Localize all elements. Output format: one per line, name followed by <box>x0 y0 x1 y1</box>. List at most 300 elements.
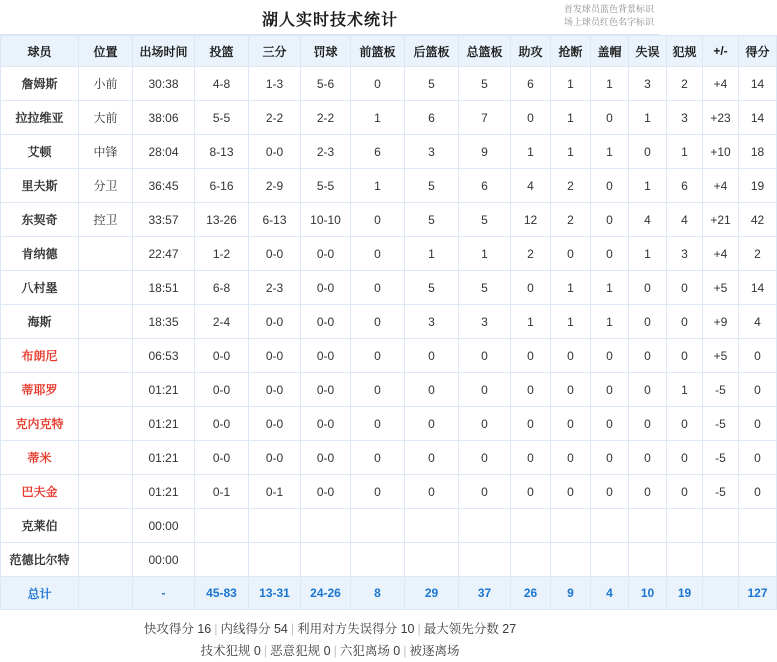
cell-fouls: 2 <box>667 67 703 101</box>
cell-fouls: 0 <box>667 271 703 305</box>
cell-fouls: 6 <box>667 169 703 203</box>
cell-turnovers: 3 <box>629 67 667 101</box>
footer-separator: | <box>403 644 407 658</box>
cell-treb: 5 <box>459 203 511 237</box>
cell-fg: 0-1 <box>195 475 249 509</box>
cell-points: 2 <box>739 237 777 271</box>
cell-points: 0 <box>739 407 777 441</box>
cell-steals: 1 <box>551 271 591 305</box>
player-position <box>79 373 133 407</box>
cell-fg: 0-0 <box>195 407 249 441</box>
cell-minutes: 38:06 <box>133 101 195 135</box>
total-blocks: 4 <box>591 577 629 610</box>
cell-points <box>739 509 777 543</box>
player-name[interactable]: 八村塁 <box>1 271 79 305</box>
cell-fg: 0-0 <box>195 373 249 407</box>
cell-blocks: 0 <box>591 441 629 475</box>
cell-three-point: 0-0 <box>249 237 301 271</box>
cell-three-point: 0-0 <box>249 305 301 339</box>
table-row[interactable] <box>1 543 777 577</box>
cell-assists <box>511 509 551 543</box>
column-header-plusminus: +/- <box>703 36 739 67</box>
cell-dreb: 6 <box>405 101 459 135</box>
cell-treb: 5 <box>459 67 511 101</box>
cell-treb: 0 <box>459 407 511 441</box>
cell-plus-minus: +9 <box>703 305 739 339</box>
total-assists: 26 <box>511 577 551 610</box>
column-header-steals: 抢断 <box>551 36 591 67</box>
cell-plus-minus <box>703 543 739 577</box>
footer-stat-item: 快攻得分 16 <box>143 622 212 636</box>
footer-line-1 <box>0 618 660 640</box>
cell-turnovers: 0 <box>629 373 667 407</box>
player-name[interactable]: 克莱伯 <box>1 509 79 543</box>
footer-stat-item: 恶意犯规 0 <box>270 644 331 658</box>
cell-oreb: 1 <box>351 169 405 203</box>
cell-fouls: 0 <box>667 339 703 373</box>
total-label: 总计 <box>1 577 79 610</box>
total-oreb: 8 <box>351 577 405 610</box>
cell-steals: 0 <box>551 475 591 509</box>
cell-blocks: 1 <box>591 135 629 169</box>
box-score-table <box>0 35 777 610</box>
cell-plus-minus: -5 <box>703 441 739 475</box>
table-total-row <box>1 577 777 610</box>
cell-turnovers: 4 <box>629 203 667 237</box>
cell-points: 14 <box>739 271 777 305</box>
table-row[interactable] <box>1 237 777 271</box>
cell-treb: 1 <box>459 237 511 271</box>
table-row[interactable] <box>1 271 777 305</box>
cell-turnovers: 0 <box>629 407 667 441</box>
cell-dreb: 0 <box>405 373 459 407</box>
cell-plus-minus: +21 <box>703 203 739 237</box>
cell-fouls: 0 <box>667 441 703 475</box>
cell-minutes: 33:57 <box>133 203 195 237</box>
cell-points: 18 <box>739 135 777 169</box>
player-position <box>79 509 133 543</box>
cell-assists: 0 <box>511 101 551 135</box>
cell-oreb: 0 <box>351 441 405 475</box>
cell-ft <box>301 543 351 577</box>
cell-ft: 0-0 <box>301 305 351 339</box>
column-header-ft: 罚球 <box>301 36 351 67</box>
cell-assists: 0 <box>511 407 551 441</box>
table-row[interactable] <box>1 67 777 101</box>
cell-ft: 5-6 <box>301 67 351 101</box>
cell-fg: 6-8 <box>195 271 249 305</box>
cell-plus-minus: +5 <box>703 339 739 373</box>
cell-blocks: 1 <box>591 67 629 101</box>
cell-points: 14 <box>739 101 777 135</box>
total-fg: 45-83 <box>195 577 249 610</box>
cell-fouls: 1 <box>667 373 703 407</box>
table-header <box>1 36 777 67</box>
player-name[interactable]: 海斯 <box>1 305 79 339</box>
cell-turnovers: 0 <box>629 339 667 373</box>
cell-steals: 1 <box>551 305 591 339</box>
total-steals: 9 <box>551 577 591 610</box>
cell-fg: 1-2 <box>195 237 249 271</box>
cell-dreb <box>405 543 459 577</box>
cell-assists: 0 <box>511 441 551 475</box>
footer-separator: | <box>263 644 268 658</box>
cell-plus-minus: -5 <box>703 475 739 509</box>
cell-fouls: 0 <box>667 305 703 339</box>
footer-separator: | <box>290 622 295 636</box>
cell-minutes: 01:21 <box>133 373 195 407</box>
cell-fg: 2-4 <box>195 305 249 339</box>
cell-turnovers: 0 <box>629 441 667 475</box>
column-header-fg: 投篮 <box>195 36 249 67</box>
column-header-dreb: 后篮板 <box>405 36 459 67</box>
footer-separator: | <box>214 622 218 636</box>
column-header-position: 位置 <box>79 36 133 67</box>
footer-stat-item: 内线得分 54 <box>220 622 288 636</box>
cell-ft: 5-5 <box>301 169 351 203</box>
cell-points: 0 <box>739 441 777 475</box>
cell-minutes: 28:04 <box>133 135 195 169</box>
cell-oreb: 0 <box>351 373 405 407</box>
player-position: 大前 <box>79 101 133 135</box>
table-row[interactable] <box>1 475 777 509</box>
cell-minutes: 01:21 <box>133 475 195 509</box>
player-name[interactable]: 布朗尼 <box>1 339 79 373</box>
table-row[interactable] <box>1 407 777 441</box>
cell-fg: 5-5 <box>195 101 249 135</box>
cell-three-point: 6-13 <box>249 203 301 237</box>
cell-turnovers: 1 <box>629 237 667 271</box>
cell-plus-minus: +4 <box>703 237 739 271</box>
footer-stat-item: 技术犯规 0 <box>200 644 261 658</box>
cell-blocks: 1 <box>591 305 629 339</box>
cell-points: 19 <box>739 169 777 203</box>
cell-assists: 0 <box>511 339 551 373</box>
table-row[interactable] <box>1 441 777 475</box>
cell-three-point: 0-0 <box>249 407 301 441</box>
cell-points: 0 <box>739 373 777 407</box>
cell-plus-minus: +10 <box>703 135 739 169</box>
cell-three-point: 0-0 <box>249 373 301 407</box>
cell-steals: 2 <box>551 169 591 203</box>
total-minutes: - <box>133 577 195 610</box>
cell-plus-minus: -5 <box>703 373 739 407</box>
cell-steals: 1 <box>551 67 591 101</box>
cell-treb: 7 <box>459 101 511 135</box>
cell-treb: 9 <box>459 135 511 169</box>
cell-points: 42 <box>739 203 777 237</box>
cell-treb <box>459 509 511 543</box>
cell-ft: 0-0 <box>301 339 351 373</box>
title-bar <box>0 0 660 35</box>
cell-dreb: 3 <box>405 135 459 169</box>
cell-blocks: 0 <box>591 203 629 237</box>
cell-blocks: 0 <box>591 475 629 509</box>
cell-treb: 3 <box>459 305 511 339</box>
table-row[interactable] <box>1 169 777 203</box>
cell-plus-minus: +4 <box>703 169 739 203</box>
cell-treb <box>459 543 511 577</box>
player-position <box>79 305 133 339</box>
cell-dreb: 0 <box>405 475 459 509</box>
cell-three-point: 2-3 <box>249 271 301 305</box>
legend-note <box>564 3 654 29</box>
player-name[interactable]: 拉拉维亚 <box>1 101 79 135</box>
player-position: 小前 <box>79 67 133 101</box>
player-position: 中锋 <box>79 135 133 169</box>
column-header-assists: 助攻 <box>511 36 551 67</box>
player-position <box>79 475 133 509</box>
player-position <box>79 339 133 373</box>
cell-ft: 0-0 <box>301 373 351 407</box>
footer-stats <box>0 610 660 662</box>
cell-minutes: 18:51 <box>133 271 195 305</box>
cell-oreb: 0 <box>351 203 405 237</box>
total-treb: 37 <box>459 577 511 610</box>
cell-blocks: 0 <box>591 407 629 441</box>
cell-three-point <box>249 509 301 543</box>
column-header-fouls: 犯规 <box>667 36 703 67</box>
cell-oreb <box>351 543 405 577</box>
column-header-player: 球员 <box>1 36 79 67</box>
column-header-minutes: 出场时间 <box>133 36 195 67</box>
player-position <box>79 543 133 577</box>
cell-plus-minus: +5 <box>703 271 739 305</box>
cell-dreb: 5 <box>405 67 459 101</box>
player-name[interactable]: 巴夫金 <box>1 475 79 509</box>
cell-turnovers: 0 <box>629 305 667 339</box>
cell-points: 0 <box>739 339 777 373</box>
cell-three-point: 0-0 <box>249 339 301 373</box>
cell-three-point: 2-2 <box>249 101 301 135</box>
cell-ft: 2-2 <box>301 101 351 135</box>
cell-ft: 0-0 <box>301 475 351 509</box>
cell-fg <box>195 543 249 577</box>
cell-fg <box>195 509 249 543</box>
cell-points: 4 <box>739 305 777 339</box>
cell-steals <box>551 509 591 543</box>
cell-ft: 0-0 <box>301 271 351 305</box>
cell-ft <box>301 509 351 543</box>
player-name[interactable]: 东契奇 <box>1 203 79 237</box>
cell-fg: 8-13 <box>195 135 249 169</box>
cell-turnovers: 0 <box>629 271 667 305</box>
cell-treb: 5 <box>459 271 511 305</box>
cell-blocks: 0 <box>591 373 629 407</box>
cell-treb: 0 <box>459 441 511 475</box>
player-name[interactable]: 克内克特 <box>1 407 79 441</box>
table-header-row <box>1 36 777 67</box>
cell-three-point <box>249 543 301 577</box>
cell-plus-minus <box>703 509 739 543</box>
player-name[interactable]: 里夫斯 <box>1 169 79 203</box>
table-row[interactable] <box>1 305 777 339</box>
cell-blocks: 0 <box>591 237 629 271</box>
cell-assists: 0 <box>511 271 551 305</box>
cell-fouls: 3 <box>667 237 703 271</box>
total-three-point: 13-31 <box>249 577 301 610</box>
cell-fouls: 0 <box>667 407 703 441</box>
footer-separator: | <box>333 644 337 658</box>
cell-treb: 6 <box>459 169 511 203</box>
cell-oreb: 1 <box>351 101 405 135</box>
cell-assists <box>511 543 551 577</box>
cell-dreb: 0 <box>405 407 459 441</box>
footer-stat-item: 利用对方失误得分 10 <box>297 622 415 636</box>
cell-points <box>739 543 777 577</box>
cell-steals: 0 <box>551 339 591 373</box>
cell-assists: 6 <box>511 67 551 101</box>
cell-minutes: 00:00 <box>133 543 195 577</box>
cell-minutes: 18:35 <box>133 305 195 339</box>
cell-oreb: 6 <box>351 135 405 169</box>
cell-blocks: 0 <box>591 169 629 203</box>
cell-ft: 10-10 <box>301 203 351 237</box>
cell-fouls: 1 <box>667 135 703 169</box>
player-name[interactable]: 艾顿 <box>1 135 79 169</box>
cell-treb: 0 <box>459 475 511 509</box>
cell-three-point: 1-3 <box>249 67 301 101</box>
column-header-blocks: 盖帽 <box>591 36 629 67</box>
cell-fouls <box>667 509 703 543</box>
cell-oreb: 0 <box>351 407 405 441</box>
cell-blocks <box>591 543 629 577</box>
cell-fg: 0-0 <box>195 339 249 373</box>
table-row[interactable] <box>1 509 777 543</box>
cell-fouls: 3 <box>667 101 703 135</box>
cell-turnovers: 1 <box>629 101 667 135</box>
cell-fouls <box>667 543 703 577</box>
cell-dreb: 5 <box>405 203 459 237</box>
cell-oreb <box>351 509 405 543</box>
cell-steals: 0 <box>551 441 591 475</box>
cell-assists: 2 <box>511 237 551 271</box>
cell-dreb: 5 <box>405 169 459 203</box>
cell-dreb <box>405 509 459 543</box>
cell-points: 0 <box>739 475 777 509</box>
cell-fouls: 4 <box>667 203 703 237</box>
cell-assists: 0 <box>511 475 551 509</box>
cell-oreb: 0 <box>351 237 405 271</box>
total-points: 127 <box>739 577 777 610</box>
cell-assists: 1 <box>511 135 551 169</box>
player-name[interactable]: 詹姆斯 <box>1 67 79 101</box>
cell-blocks <box>591 509 629 543</box>
cell-three-point: 2-9 <box>249 169 301 203</box>
cell-blocks: 0 <box>591 101 629 135</box>
cell-plus-minus: +23 <box>703 101 739 135</box>
table-row[interactable] <box>1 101 777 135</box>
cell-steals: 0 <box>551 237 591 271</box>
cell-fg: 0-0 <box>195 441 249 475</box>
total-ft: 24-26 <box>301 577 351 610</box>
column-header-oreb: 前篮板 <box>351 36 405 67</box>
legend-note-line-1: 首发球员蓝色背景标识 <box>563 4 654 14</box>
cell-plus-minus: -5 <box>703 407 739 441</box>
cell-three-point: 0-0 <box>249 441 301 475</box>
cell-steals: 1 <box>551 135 591 169</box>
total-fouls: 19 <box>667 577 703 610</box>
cell-assists: 12 <box>511 203 551 237</box>
footer-line-2 <box>0 640 660 662</box>
footer-stat-item: 被逐离场 <box>409 644 460 658</box>
cell-fg: 4-8 <box>195 67 249 101</box>
footer-stat-item: 最大领先分数 27 <box>423 622 517 636</box>
cell-minutes: 36:45 <box>133 169 195 203</box>
table-row[interactable] <box>1 373 777 407</box>
cell-minutes: 01:21 <box>133 441 195 475</box>
player-position: 控卫 <box>79 203 133 237</box>
cell-minutes: 22:47 <box>133 237 195 271</box>
cell-dreb: 5 <box>405 271 459 305</box>
cell-assists: 4 <box>511 169 551 203</box>
cell-steals <box>551 543 591 577</box>
cell-turnovers: 1 <box>629 169 667 203</box>
cell-turnovers: 0 <box>629 135 667 169</box>
cell-steals: 1 <box>551 101 591 135</box>
cell-blocks: 0 <box>591 339 629 373</box>
cell-steals: 0 <box>551 407 591 441</box>
cell-oreb: 0 <box>351 475 405 509</box>
player-name[interactable]: 蒂米 <box>1 441 79 475</box>
cell-ft: 0-0 <box>301 237 351 271</box>
column-header-3p: 三分 <box>249 36 301 67</box>
player-name[interactable]: 范德比尔特 <box>1 543 79 577</box>
player-position: 分卫 <box>79 169 133 203</box>
player-position <box>79 407 133 441</box>
table-body <box>1 67 777 610</box>
cell-turnovers <box>629 509 667 543</box>
player-name[interactable]: 肯纳德 <box>1 237 79 271</box>
cell-fouls: 0 <box>667 475 703 509</box>
footer-stat-item: 六犯离场 0 <box>339 644 401 658</box>
cell-points: 14 <box>739 67 777 101</box>
cell-blocks: 1 <box>591 271 629 305</box>
player-name[interactable]: 蒂耶罗 <box>1 373 79 407</box>
player-position <box>79 237 133 271</box>
cell-assists: 1 <box>511 305 551 339</box>
page-title: 湖人实时技术统计 <box>261 12 398 29</box>
cell-treb: 0 <box>459 339 511 373</box>
cell-oreb: 0 <box>351 271 405 305</box>
table-row[interactable] <box>1 339 777 373</box>
cell-fg: 13-26 <box>195 203 249 237</box>
cell-oreb: 0 <box>351 67 405 101</box>
cell-dreb: 0 <box>405 339 459 373</box>
cell-turnovers: 0 <box>629 475 667 509</box>
cell-ft: 0-0 <box>301 407 351 441</box>
cell-dreb: 0 <box>405 441 459 475</box>
cell-oreb: 0 <box>351 339 405 373</box>
cell-ft: 0-0 <box>301 441 351 475</box>
footer-separator: | <box>417 622 421 636</box>
total-plus-minus <box>703 577 739 610</box>
table-row[interactable] <box>1 135 777 169</box>
cell-steals: 2 <box>551 203 591 237</box>
player-position <box>79 271 133 305</box>
cell-treb: 0 <box>459 373 511 407</box>
cell-oreb: 0 <box>351 305 405 339</box>
cell-plus-minus: +4 <box>703 67 739 101</box>
table-row[interactable] <box>1 203 777 237</box>
cell-dreb: 3 <box>405 305 459 339</box>
total-dreb: 29 <box>405 577 459 610</box>
cell-minutes: 01:21 <box>133 407 195 441</box>
player-position <box>79 441 133 475</box>
column-header-turnovers: 失误 <box>629 36 667 67</box>
total-position <box>79 577 133 610</box>
cell-ft: 2-3 <box>301 135 351 169</box>
